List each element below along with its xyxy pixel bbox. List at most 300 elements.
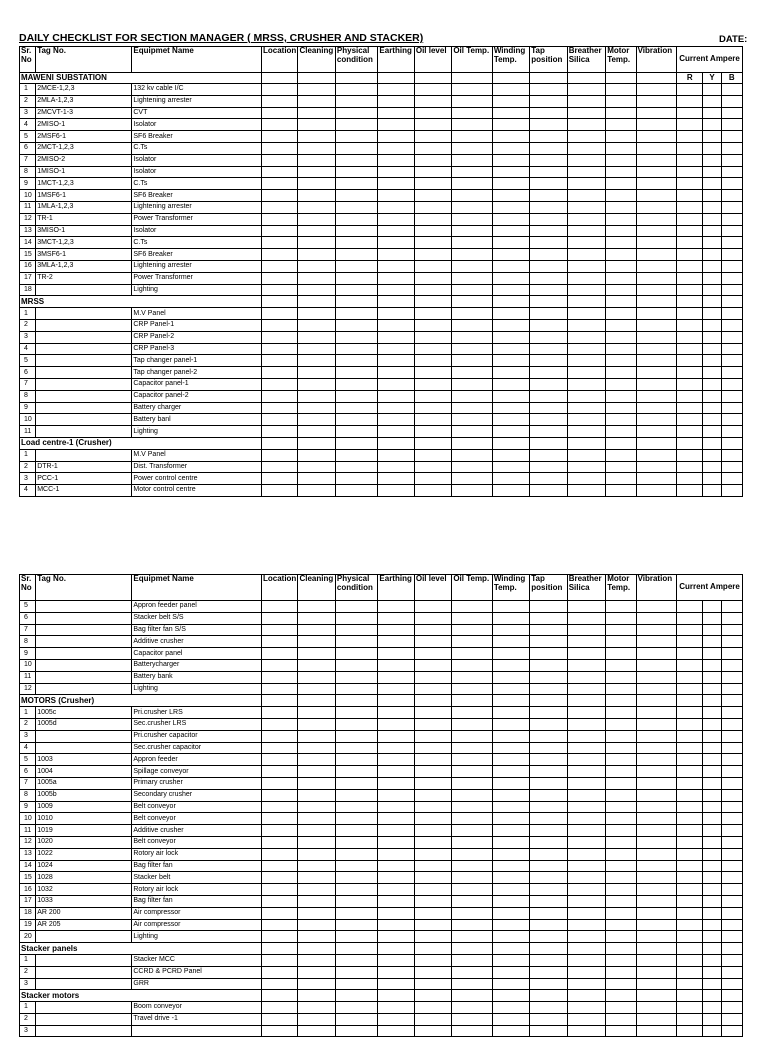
check-cell[interactable] [530,601,567,613]
check-cell[interactable] [378,884,414,896]
check-cell[interactable] [492,884,529,896]
check-cell[interactable] [492,84,529,96]
check-cell[interactable] [606,766,636,778]
check-cell[interactable] [530,954,567,966]
blank-cell[interactable] [636,73,677,84]
check-cell[interactable] [492,225,529,237]
check-cell[interactable] [606,872,636,884]
check-cell[interactable] [414,836,451,848]
check-cell[interactable] [606,319,636,331]
check-cell[interactable] [567,1025,605,1037]
check-cell[interactable] [298,225,335,237]
check-cell[interactable] [492,860,529,872]
check-cell[interactable] [492,825,529,837]
blank-cell[interactable] [492,990,529,1002]
check-cell[interactable] [606,648,636,660]
check-cell[interactable] [530,449,567,461]
blank-cell[interactable] [677,437,703,449]
check-cell[interactable] [636,659,677,671]
check-cell[interactable] [452,355,493,367]
check-cell[interactable] [721,612,742,624]
check-cell[interactable] [298,485,335,497]
check-cell[interactable] [492,154,529,166]
check-cell[interactable] [261,260,297,272]
check-cell[interactable] [261,84,297,96]
check-cell[interactable] [677,166,703,178]
check-cell[interactable] [567,166,605,178]
check-cell[interactable] [721,402,742,414]
check-cell[interactable] [721,860,742,872]
check-cell[interactable] [492,142,529,154]
check-cell[interactable] [636,813,677,825]
check-cell[interactable] [298,1013,335,1025]
check-cell[interactable] [492,801,529,813]
check-cell[interactable] [567,201,605,213]
check-cell[interactable] [335,131,378,143]
check-cell[interactable] [606,931,636,943]
check-cell[interactable] [335,789,378,801]
check-cell[interactable] [378,272,414,284]
check-cell[interactable] [530,766,567,778]
check-cell[interactable] [636,272,677,284]
check-cell[interactable] [606,659,636,671]
check-cell[interactable] [492,931,529,943]
blank-cell[interactable] [298,695,335,707]
check-cell[interactable] [335,308,378,320]
check-cell[interactable] [414,237,451,249]
check-cell[interactable] [703,907,721,919]
check-cell[interactable] [721,872,742,884]
check-cell[interactable] [335,402,378,414]
check-cell[interactable] [636,884,677,896]
check-cell[interactable] [677,966,703,978]
check-cell[interactable] [703,343,721,355]
check-cell[interactable] [636,343,677,355]
check-cell[interactable] [335,907,378,919]
check-cell[interactable] [721,142,742,154]
check-cell[interactable] [452,659,493,671]
check-cell[interactable] [567,801,605,813]
check-cell[interactable] [261,612,297,624]
check-cell[interactable] [298,1002,335,1014]
check-cell[interactable] [378,461,414,473]
blank-cell[interactable] [414,695,451,707]
check-cell[interactable] [414,142,451,154]
check-cell[interactable] [298,319,335,331]
check-cell[interactable] [703,272,721,284]
check-cell[interactable] [677,343,703,355]
check-cell[interactable] [492,485,529,497]
blank-cell[interactable] [492,296,529,308]
check-cell[interactable] [636,367,677,379]
check-cell[interactable] [703,813,721,825]
check-cell[interactable] [606,142,636,154]
check-cell[interactable] [567,966,605,978]
check-cell[interactable] [606,367,636,379]
check-cell[interactable] [261,166,297,178]
check-cell[interactable] [492,378,529,390]
check-cell[interactable] [567,378,605,390]
check-cell[interactable] [721,801,742,813]
check-cell[interactable] [452,260,493,272]
check-cell[interactable] [721,848,742,860]
check-cell[interactable] [721,789,742,801]
check-cell[interactable] [492,367,529,379]
check-cell[interactable] [335,414,378,426]
check-cell[interactable] [378,201,414,213]
check-cell[interactable] [298,907,335,919]
check-cell[interactable] [567,485,605,497]
check-cell[interactable] [567,260,605,272]
check-cell[interactable] [567,272,605,284]
blank-cell[interactable] [567,73,605,84]
check-cell[interactable] [721,449,742,461]
check-cell[interactable] [530,343,567,355]
check-cell[interactable] [703,284,721,296]
check-cell[interactable] [636,836,677,848]
check-cell[interactable] [298,201,335,213]
check-cell[interactable] [492,730,529,742]
check-cell[interactable] [703,671,721,683]
check-cell[interactable] [703,766,721,778]
check-cell[interactable] [703,84,721,96]
check-cell[interactable] [261,284,297,296]
check-cell[interactable] [378,872,414,884]
check-cell[interactable] [636,485,677,497]
check-cell[interactable] [414,872,451,884]
check-cell[interactable] [414,966,451,978]
check-cell[interactable] [530,730,567,742]
check-cell[interactable] [606,237,636,249]
check-cell[interactable] [298,95,335,107]
check-cell[interactable] [261,237,297,249]
check-cell[interactable] [606,742,636,754]
blank-cell[interactable] [452,73,493,84]
check-cell[interactable] [721,636,742,648]
check-cell[interactable] [452,390,493,402]
check-cell[interactable] [530,624,567,636]
check-cell[interactable] [492,612,529,624]
check-cell[interactable] [335,848,378,860]
check-cell[interactable] [721,1013,742,1025]
check-cell[interactable] [606,895,636,907]
check-cell[interactable] [261,154,297,166]
check-cell[interactable] [492,319,529,331]
check-cell[interactable] [378,119,414,131]
check-cell[interactable] [378,825,414,837]
check-cell[interactable] [567,84,605,96]
check-cell[interactable] [606,426,636,438]
check-cell[interactable] [703,624,721,636]
check-cell[interactable] [298,813,335,825]
check-cell[interactable] [636,777,677,789]
check-cell[interactable] [378,178,414,190]
blank-cell[interactable] [452,437,493,449]
check-cell[interactable] [452,683,493,695]
check-cell[interactable] [378,343,414,355]
check-cell[interactable] [703,237,721,249]
check-cell[interactable] [606,601,636,613]
check-cell[interactable] [414,402,451,414]
blank-cell[interactable] [567,943,605,955]
check-cell[interactable] [261,648,297,660]
check-cell[interactable] [492,872,529,884]
check-cell[interactable] [452,872,493,884]
check-cell[interactable] [452,718,493,730]
check-cell[interactable] [261,190,297,202]
check-cell[interactable] [703,367,721,379]
check-cell[interactable] [452,473,493,485]
check-cell[interactable] [378,931,414,943]
check-cell[interactable] [298,213,335,225]
check-cell[interactable] [335,119,378,131]
check-cell[interactable] [721,308,742,320]
check-cell[interactable] [721,201,742,213]
check-cell[interactable] [452,426,493,438]
check-cell[interactable] [298,718,335,730]
check-cell[interactable] [567,612,605,624]
check-cell[interactable] [378,848,414,860]
check-cell[interactable] [703,1013,721,1025]
check-cell[interactable] [335,95,378,107]
blank-cell[interactable] [261,437,297,449]
check-cell[interactable] [606,636,636,648]
check-cell[interactable] [335,154,378,166]
check-cell[interactable] [261,766,297,778]
check-cell[interactable] [335,801,378,813]
check-cell[interactable] [703,402,721,414]
check-cell[interactable] [378,95,414,107]
check-cell[interactable] [378,707,414,719]
check-cell[interactable] [636,766,677,778]
check-cell[interactable] [530,907,567,919]
check-cell[interactable] [530,683,567,695]
check-cell[interactable] [703,473,721,485]
check-cell[interactable] [636,1002,677,1014]
check-cell[interactable] [721,931,742,943]
check-cell[interactable] [298,601,335,613]
check-cell[interactable] [452,331,493,343]
blank-cell[interactable] [567,296,605,308]
check-cell[interactable] [721,659,742,671]
check-cell[interactable] [530,249,567,261]
check-cell[interactable] [414,390,451,402]
check-cell[interactable] [261,954,297,966]
check-cell[interactable] [703,884,721,896]
check-cell[interactable] [335,884,378,896]
check-cell[interactable] [636,718,677,730]
check-cell[interactable] [378,742,414,754]
check-cell[interactable] [636,860,677,872]
check-cell[interactable] [414,766,451,778]
blank-cell[interactable] [335,943,378,955]
check-cell[interactable] [452,884,493,896]
check-cell[interactable] [261,683,297,695]
check-cell[interactable] [530,860,567,872]
check-cell[interactable] [530,131,567,143]
check-cell[interactable] [721,249,742,261]
check-cell[interactable] [677,84,703,96]
check-cell[interactable] [721,919,742,931]
check-cell[interactable] [636,107,677,119]
check-cell[interactable] [298,284,335,296]
check-cell[interactable] [298,754,335,766]
check-cell[interactable] [606,331,636,343]
check-cell[interactable] [567,461,605,473]
check-cell[interactable] [606,966,636,978]
check-cell[interactable] [298,730,335,742]
check-cell[interactable] [335,825,378,837]
check-cell[interactable] [636,260,677,272]
check-cell[interactable] [335,954,378,966]
check-cell[interactable] [703,178,721,190]
check-cell[interactable] [298,884,335,896]
check-cell[interactable] [703,801,721,813]
check-cell[interactable] [606,84,636,96]
check-cell[interactable] [606,671,636,683]
check-cell[interactable] [261,142,297,154]
check-cell[interactable] [414,789,451,801]
check-cell[interactable] [606,154,636,166]
check-cell[interactable] [721,237,742,249]
check-cell[interactable] [492,284,529,296]
check-cell[interactable] [677,766,703,778]
check-cell[interactable] [721,671,742,683]
check-cell[interactable] [298,260,335,272]
check-cell[interactable] [703,378,721,390]
blank-cell[interactable] [378,296,414,308]
check-cell[interactable] [703,107,721,119]
check-cell[interactable] [606,343,636,355]
check-cell[interactable] [378,636,414,648]
check-cell[interactable] [492,966,529,978]
check-cell[interactable] [567,848,605,860]
check-cell[interactable] [452,919,493,931]
check-cell[interactable] [414,742,451,754]
check-cell[interactable] [567,624,605,636]
check-cell[interactable] [335,284,378,296]
check-cell[interactable] [261,402,297,414]
check-cell[interactable] [335,343,378,355]
check-cell[interactable] [606,131,636,143]
check-cell[interactable] [298,237,335,249]
check-cell[interactable] [335,612,378,624]
check-cell[interactable] [721,426,742,438]
check-cell[interactable] [298,825,335,837]
check-cell[interactable] [703,848,721,860]
check-cell[interactable] [530,378,567,390]
check-cell[interactable] [677,742,703,754]
check-cell[interactable] [567,426,605,438]
check-cell[interactable] [636,84,677,96]
check-cell[interactable] [414,225,451,237]
check-cell[interactable] [606,178,636,190]
check-cell[interactable] [298,378,335,390]
check-cell[interactable] [378,801,414,813]
check-cell[interactable] [261,836,297,848]
check-cell[interactable] [677,473,703,485]
check-cell[interactable] [414,978,451,990]
check-cell[interactable] [703,213,721,225]
check-cell[interactable] [414,355,451,367]
check-cell[interactable] [492,331,529,343]
check-cell[interactable] [703,166,721,178]
blank-cell[interactable] [530,296,567,308]
check-cell[interactable] [530,237,567,249]
check-cell[interactable] [261,978,297,990]
blank-cell[interactable] [261,296,297,308]
blank-cell[interactable] [703,437,721,449]
check-cell[interactable] [335,390,378,402]
check-cell[interactable] [677,671,703,683]
check-cell[interactable] [530,978,567,990]
check-cell[interactable] [636,355,677,367]
check-cell[interactable] [414,1002,451,1014]
check-cell[interactable] [567,414,605,426]
check-cell[interactable] [530,848,567,860]
check-cell[interactable] [298,919,335,931]
check-cell[interactable] [530,272,567,284]
check-cell[interactable] [298,107,335,119]
check-cell[interactable] [636,907,677,919]
check-cell[interactable] [414,284,451,296]
check-cell[interactable] [261,178,297,190]
check-cell[interactable] [452,95,493,107]
blank-cell[interactable] [335,437,378,449]
check-cell[interactable] [530,1025,567,1037]
check-cell[interactable] [378,766,414,778]
check-cell[interactable] [636,624,677,636]
check-cell[interactable] [492,1025,529,1037]
check-cell[interactable] [452,378,493,390]
blank-cell[interactable] [606,695,636,707]
check-cell[interactable] [721,836,742,848]
check-cell[interactable] [703,636,721,648]
check-cell[interactable] [721,624,742,636]
check-cell[interactable] [606,378,636,390]
check-cell[interactable] [636,426,677,438]
check-cell[interactable] [606,1013,636,1025]
check-cell[interactable] [530,473,567,485]
check-cell[interactable] [378,213,414,225]
check-cell[interactable] [492,789,529,801]
check-cell[interactable] [567,213,605,225]
check-cell[interactable] [452,107,493,119]
check-cell[interactable] [261,895,297,907]
check-cell[interactable] [335,754,378,766]
check-cell[interactable] [703,978,721,990]
check-cell[interactable] [606,836,636,848]
check-cell[interactable] [261,636,297,648]
check-cell[interactable] [530,84,567,96]
check-cell[interactable] [530,742,567,754]
check-cell[interactable] [378,142,414,154]
check-cell[interactable] [721,601,742,613]
check-cell[interactable] [492,343,529,355]
check-cell[interactable] [414,260,451,272]
check-cell[interactable] [567,860,605,872]
check-cell[interactable] [567,284,605,296]
check-cell[interactable] [721,754,742,766]
check-cell[interactable] [492,907,529,919]
check-cell[interactable] [677,931,703,943]
check-cell[interactable] [530,636,567,648]
check-cell[interactable] [414,777,451,789]
check-cell[interactable] [335,485,378,497]
check-cell[interactable] [636,402,677,414]
check-cell[interactable] [721,825,742,837]
blank-cell[interactable] [452,296,493,308]
